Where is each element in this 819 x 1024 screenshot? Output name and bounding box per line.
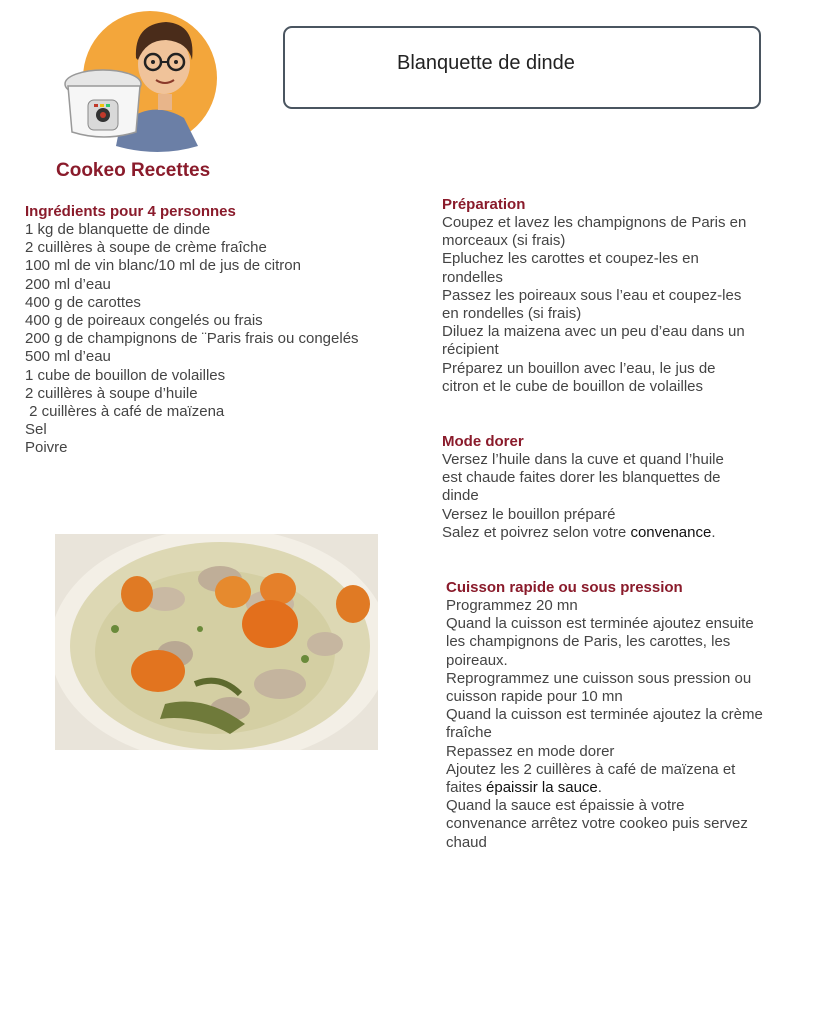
cuisson-line: cuisson rapide pour 10 mn <box>446 688 623 706</box>
cuisson-line: poireaux. <box>446 651 508 669</box>
cuisson-period: . <box>597 779 602 797</box>
mode-dorer-text: Salez et poivrez selon votre <box>442 523 631 541</box>
ingredient-item: 2 cuillères à soupe de crème fraîche <box>25 239 267 257</box>
cuisson-line <box>446 779 763 797</box>
preparation-section <box>442 196 746 396</box>
dish-photo <box>55 534 378 750</box>
preparation-heading: Préparation <box>442 196 526 213</box>
preparation-line: Epluchez les carottes et coupez-les en <box>442 250 699 268</box>
cuisson-line: Repassez en mode dorer <box>446 742 615 760</box>
cuisson-line: Quand la sauce est épaissie à votre <box>446 797 685 815</box>
preparation-line: en rondelles (si frais) <box>442 305 582 323</box>
cuisson-line: convenance arrêtez votre cookeo puis servez <box>446 815 748 833</box>
mode-dorer-period: . <box>711 523 716 541</box>
cuisson-line: Reprogrammez une cuisson sous pression ou <box>446 669 752 687</box>
mode-dorer-line: est chaude faites dorer les blanquettes de <box>442 469 721 487</box>
cuisson-faites-text: faites <box>446 779 487 797</box>
cuisson-line: chaud <box>446 833 487 851</box>
preparation-line: récipient <box>442 341 499 359</box>
cuisson-section <box>446 579 763 852</box>
ingredients-heading: Ingrédients pour 4 personnes <box>25 203 236 220</box>
ingredient-item: Sel <box>25 421 47 439</box>
ingredient-item: 1 kg de blanquette de dinde <box>25 221 211 238</box>
cuisson-line: Programmez 20 mn <box>446 597 578 614</box>
mode-dorer-section <box>442 433 724 542</box>
preparation-line: Préparez un bouillon avec l’eau, le jus de <box>442 359 716 377</box>
ingredient-item: 2 cuillères à café de maïzena <box>25 403 225 421</box>
ingredient-item: 200 ml d’eau <box>25 275 111 293</box>
cuisson-line: les champignons de Paris, les carottes, les <box>446 633 731 651</box>
brand-name: Cookeo Recettes <box>56 160 211 181</box>
ingredient-item: Poivre <box>25 439 68 457</box>
ingredient-item: 500 ml d’eau <box>25 348 111 366</box>
ingredient-item: 200 g de champignons de ¨Paris frais ou congelés <box>25 330 359 348</box>
ingredient-item: 100 ml de vin blanc/10 ml de jus de citron <box>25 257 301 275</box>
preparation-line: citron et le cube de bouillon de volailles <box>442 377 703 395</box>
title-box <box>283 26 761 109</box>
ingredient-item: 400 g de poireaux congelés ou frais <box>25 312 263 330</box>
mode-dorer-line: Versez l’huile dans la cuve et quand l’huile <box>442 451 724 468</box>
ingredient-item: 400 g de carottes <box>25 293 141 311</box>
cuisson-line: fraîche <box>446 724 492 742</box>
recipe-title: Blanquette de dinde <box>397 52 575 74</box>
preparation-line: rondelles <box>442 268 503 286</box>
ingredient-item: 1 cube de bouillon de volailles <box>25 366 226 384</box>
cuisson-line: Quand la cuisson est terminée ajoutez ensuite <box>446 615 754 633</box>
cookeo-logo <box>58 6 218 156</box>
cuisson-heading: Cuisson rapide ou sous pression <box>446 579 683 596</box>
epaissir-link[interactable]: épaissir la sauce <box>486 779 598 797</box>
ingredients-section <box>25 203 359 458</box>
mode-dorer-line <box>442 524 724 542</box>
convenance-link[interactable]: convenance <box>630 523 712 541</box>
ingredient-item: 2 cuillères à soupe d’huile <box>25 384 198 402</box>
preparation-line: morceaux (si frais) <box>442 232 566 250</box>
cuisson-line: Quand la cuisson est terminée ajoutez la crème <box>446 706 763 724</box>
preparation-line: Coupez et lavez les champignons de Paris en <box>442 214 747 231</box>
cuisson-line: Ajoutez les 2 cuillères à café de maïzena et <box>446 760 736 778</box>
mode-dorer-heading: Mode dorer <box>442 433 524 450</box>
mode-dorer-line: dinde <box>442 487 479 505</box>
preparation-line: Passez les poireaux sous l’eau et coupez-les <box>442 286 742 304</box>
preparation-line: Diluez la maizena avec un peu d’eau dans un <box>442 323 745 341</box>
mode-dorer-line: Versez le bouillon préparé <box>442 505 616 523</box>
